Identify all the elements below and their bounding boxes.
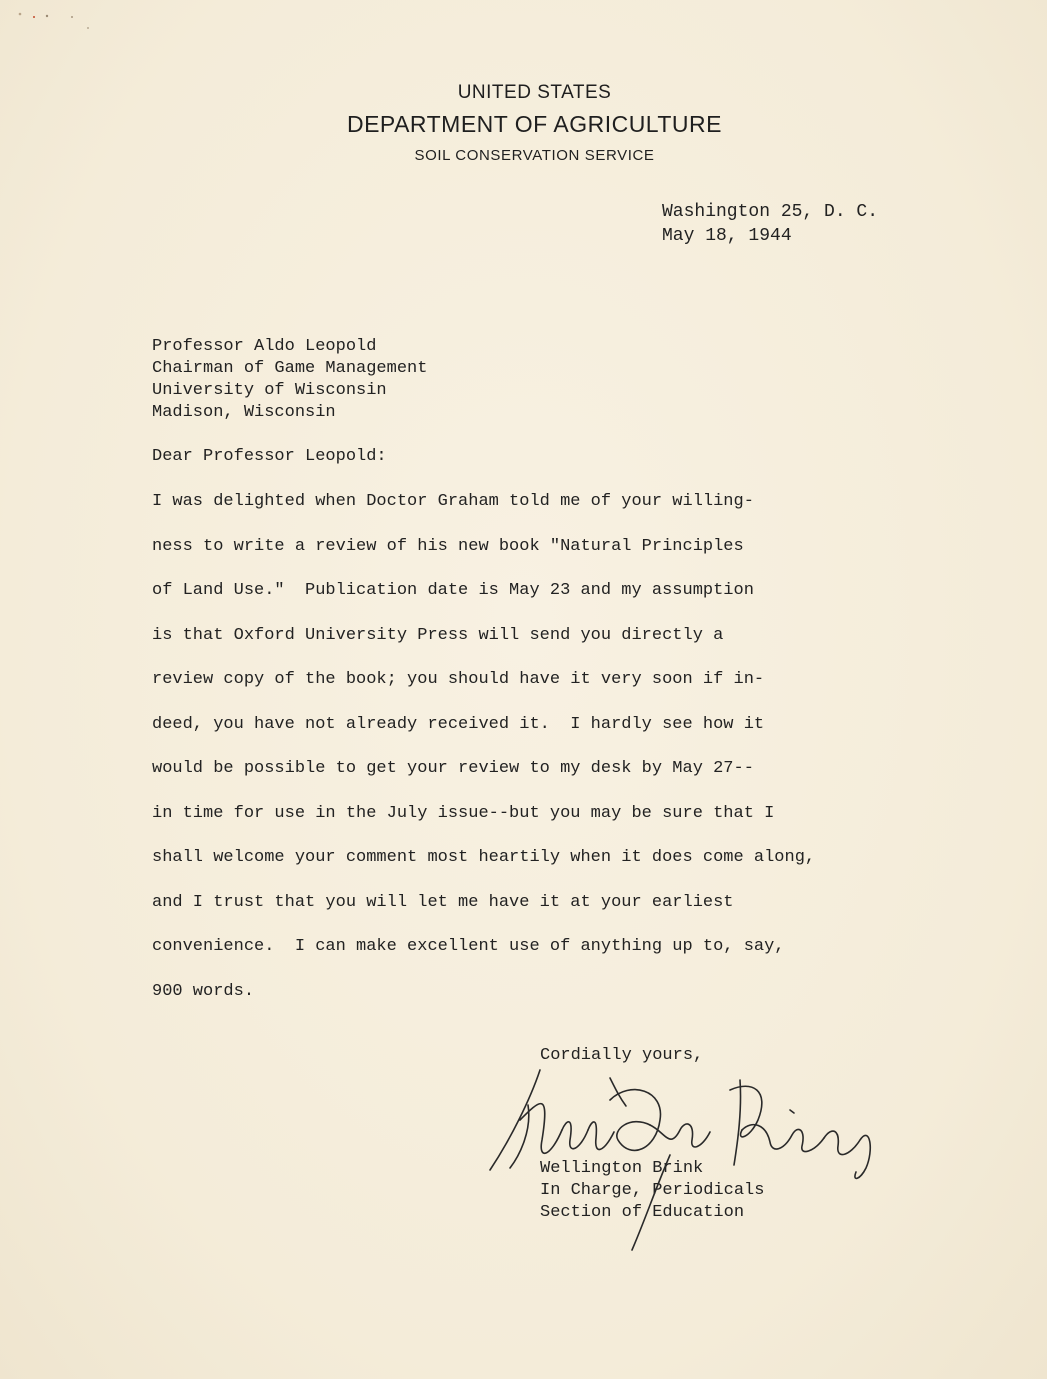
paper-specks <box>0 0 120 40</box>
body-line: convenience. I can make excellent use of anything up to, say, <box>152 937 785 956</box>
body-line: of Land Use." Publication date is May 23 and my assumption <box>152 581 754 600</box>
body-line: ness to write a review of his new book "Natural Principles <box>152 536 744 556</box>
body-line: deed, you have not already received it. I hardly see how it <box>152 714 765 734</box>
body-line: 900 words. <box>152 981 255 1001</box>
letterhead <box>0 80 1047 170</box>
body-line: review copy of the book; you should have it very soon if in- <box>152 670 765 689</box>
body-line: shall welcome your comment most heartily when it does come along, <box>152 848 816 867</box>
letter-body <box>152 490 952 1024</box>
letterhead-country: UNITED STATES <box>457 82 612 103</box>
dateline-place: Washington 25, D. C. <box>662 202 879 222</box>
recipient-line: Professor Aldo Leopold <box>152 337 377 356</box>
salutation: Dear Professor Leopold: <box>152 447 387 466</box>
recipient-address <box>152 336 427 424</box>
body-line: I was delighted when Doctor Graham told me of your willing- <box>152 492 754 511</box>
handwritten-signature <box>480 1060 900 1260</box>
recipient-line: Madison, Wisconsin <box>152 403 336 422</box>
signer-name: Wellington Brink <box>540 1159 704 1178</box>
recipient-line: University of Wisconsin <box>152 381 387 400</box>
signer-section: Section of Education <box>540 1203 745 1222</box>
body-line: and I trust that you will let me have it at your earliest <box>152 892 734 912</box>
closing: Cordially yours, <box>540 1046 704 1065</box>
body-line: is that Oxford University Press will send you directly a <box>152 625 724 645</box>
signer-title: In Charge, Periodicals <box>540 1181 765 1200</box>
dateline-date: May 18, 1944 <box>662 226 792 246</box>
body-line: in time for use in the July issue--but you may be sure that I <box>152 803 775 823</box>
letterhead-department: DEPARTMENT OF AGRICULTURE <box>346 111 722 137</box>
letterhead-service: SOIL CONSERVATION SERVICE <box>414 147 655 164</box>
body-line: would be possible to get your review to my desk by May 27-- <box>152 759 754 778</box>
recipient-line: Chairman of Game Management <box>152 359 428 378</box>
dateline <box>662 200 878 248</box>
